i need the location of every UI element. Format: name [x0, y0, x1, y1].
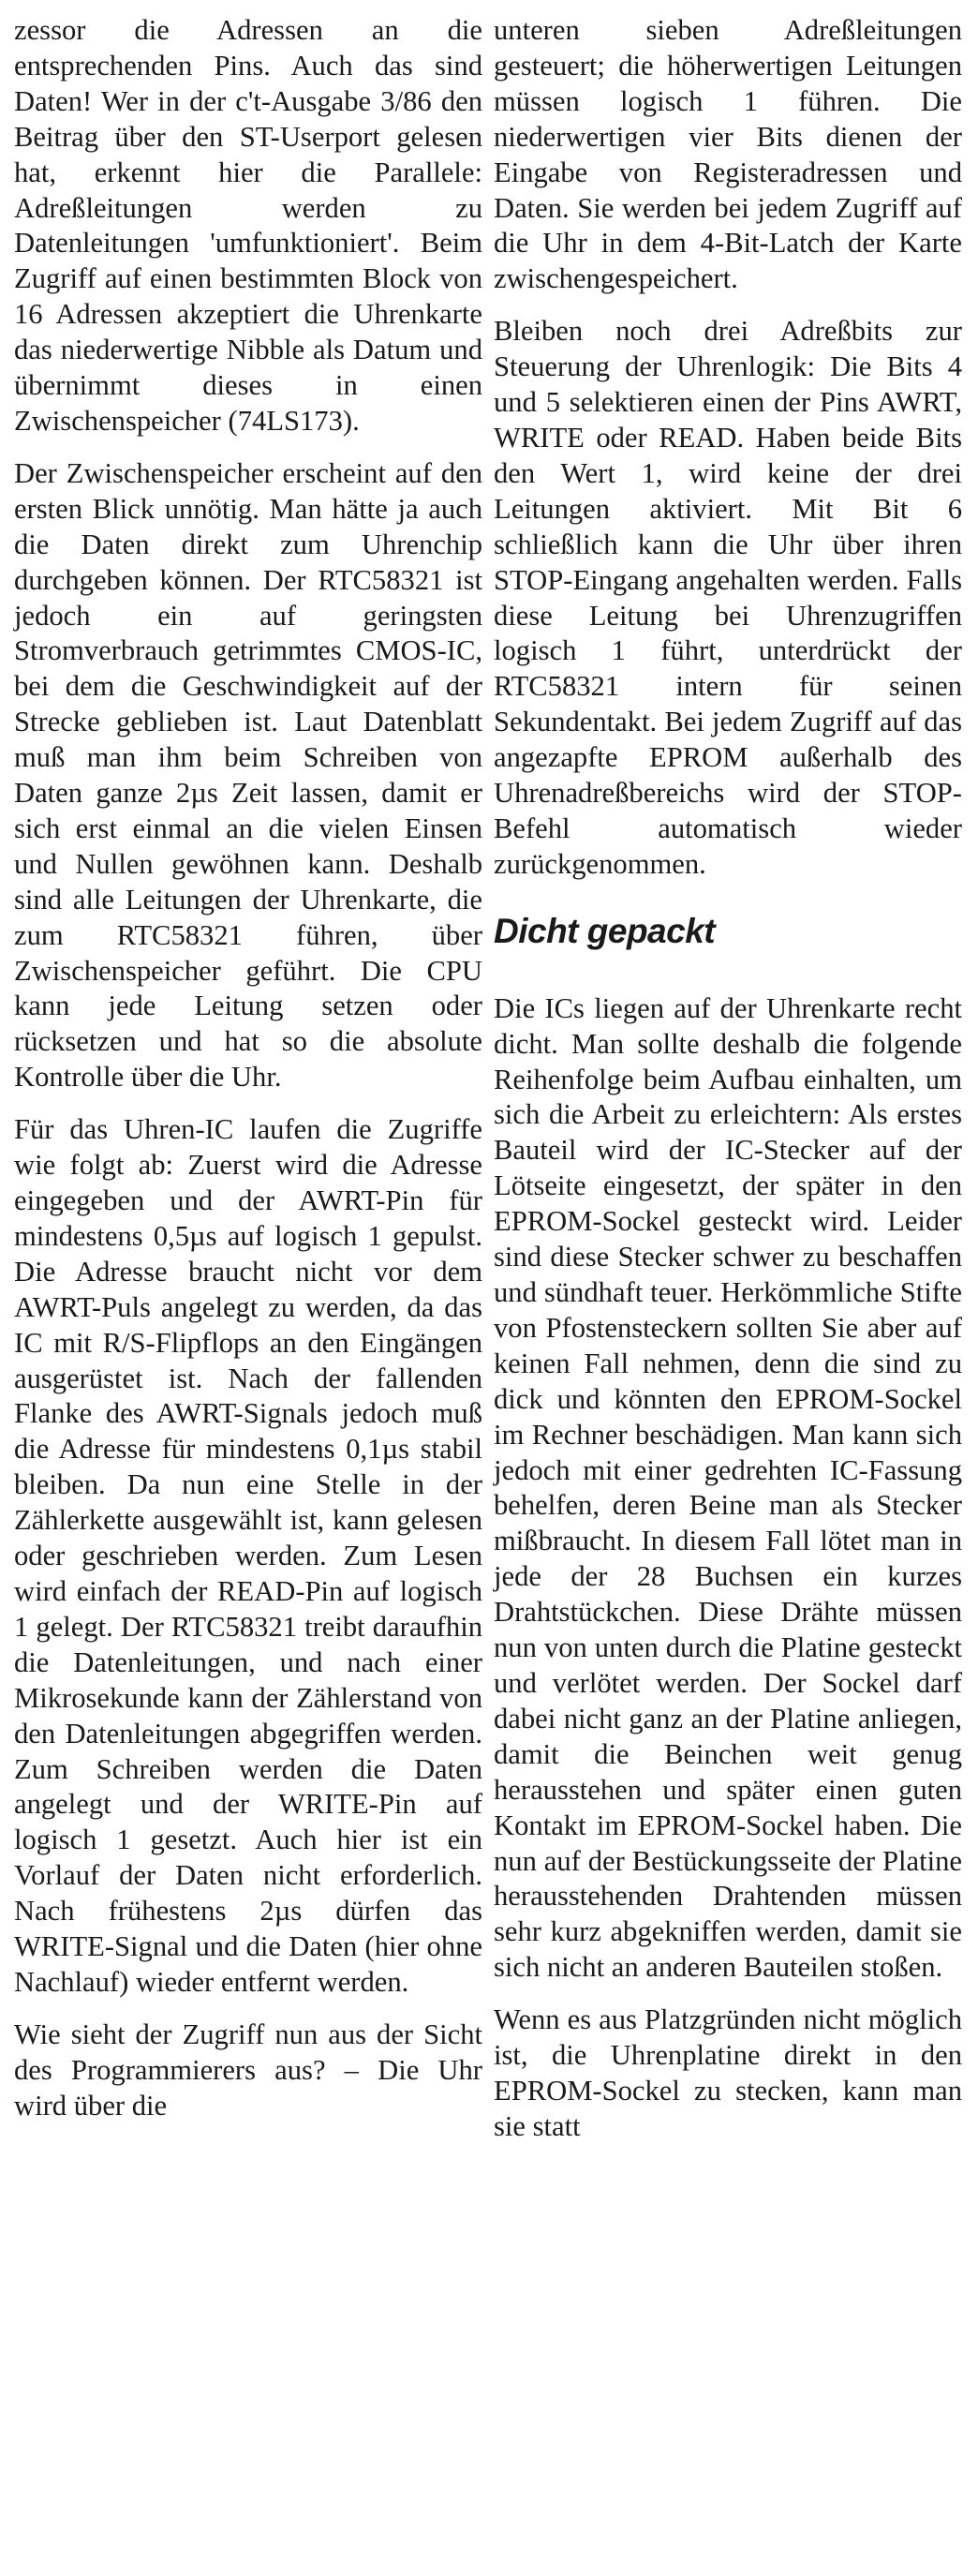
paragraph: Wenn es aus Platzgründen nicht möglich ist, die Uhrenplatine direkt in den EPROM-Sockel zu stecken, kann man sie statt — [494, 2003, 962, 2142]
paragraph: Bleiben noch drei Adreßbits zur Steuerung der Uhrenlogik: Die Bits 4 und 5 selektieren einen der Pins AWRT, WRITE oder READ. Haben beide Bits den Wert 1, wird keine der drei Leitungen aktiviert. Mit Bit 6 schließlich kann die Uhr über ihren STOP-Eingang angehalten werden. Falls diese Leitung bei Uhrenzugriffen logisch 1 führt, unterdrückt der RTC58321 intern für seinen Sekundentakt. Bei jedem Zugriff auf das angezapfte EPROM außerhalb des Uhrenadreßbereichs wird der STOP-Befehl automatisch wieder zurückgenommen. — [494, 315, 962, 880]
paragraph: Wie sieht der Zugriff nun aus der Sicht des Programmierers aus? – Die Uhr wird über die — [14, 2018, 482, 2122]
paragraph: Der Zwischenspeicher erscheint auf den ersten Blick unnötig. Man hätte ja auch die Daten direkt zum Uhrenchip durchgeben können. Der RTC58321 ist jedoch ein auf geringsten Stromverbrauch getrimmtes CMOS-IC, bei dem die Geschwindigkeit auf der Strecke geblieben ist. Laut Datenblatt muß man ihm beim Schreiben von Daten ganze 2µs Zeit lassen, damit er sich erst einmal an die vielen Einsen und Nullen gewöhnen kann. Deshalb sind alle Leitungen der Uhrenkarte, die zum RTC58321 führen, über Zwischenspeicher geführt. Die CPU kann jede Leitung setzen oder rücksetzen und hat so die absolute Kontrolle über die Uhr. — [14, 456, 482, 1094]
paragraph: Für das Uhren-IC laufen die Zugriffe wie folgt ab: Zuerst wird die Adresse eingegeben und der AWRT-Pin für mindestens 0,5µs auf logisch 1 gepulst. Die Adresse braucht nicht vor dem AWRT-Puls angelegt zu werden, da das IC mit R/S-Flipflops an den Eingängen ausgerüstet ist. Nach der fallenden Flanke des AWRT-Signals jedoch muß die Adresse für mindestens 0,1µs stabil bleiben. Da nun eine Stelle in der Zählerkette ausgewählt ist, kann gelesen oder geschrieben werden. Zum Lesen wird einfach der READ-Pin auf logisch 1 gelegt. Der RTC58321 treibt daraufhin die Datenleitungen, und nach einer Mikrosekunde kann der Zählerstand von den Datenleitungen abgegriffen werden. Zum Schreiben werden die Daten angelegt und der WRITE-Pin auf logisch 1 gesetzt. Auch hier ist ein Vorlauf der Daten nicht erforderlich. Nach frühestens 2µs dürfen das WRITE-Signal und die Daten (hier ohne Nachlauf) wieder entfernt werden. — [14, 1113, 482, 1998]
section-heading: Dicht gepackt — [494, 911, 716, 950]
paragraph: zessor die Adressen an die entsprechenden Pins. Auch das sind Daten! Wer in der c't-Ausgabe 3/86 den Beitrag über den ST-Userport gelesen hat, erkennt hier die Parallele: Adreßleitungen werden zu Datenleitungen 'umfunktioniert'. Beim Zugriff auf einen bestimmten Block von 16 Adressen akzeptiert die Uhrenkarte das niederwertige Nibble als Datum und übernimmt dieses in einen Zwischenspeicher (74LS173). — [14, 14, 482, 437]
right-column — [494, 13, 962, 2145]
left-column — [14, 13, 482, 2124]
paragraph: Die ICs liegen auf der Uhrenkarte recht dicht. Man sollte deshalb die folgende Reihenfolge beim Aufbau einhalten, um sich die Arbeit zu erleichtern: Als erstes Bauteil wird der IC-Stecker auf der Lötseite eingesetzt, der später in den EPROM-Sockel gesteckt wird. Leider sind diese Stecker schwer zu beschaffen und sündhaft teuer. Herkömmliche Stifte von Pfostensteckern sollten Sie aber auf keinen Fall nehmen, denn die sind zu dick und könnten den EPROM-Sockel im Rechner beschädigen. Man kann sich jedoch mit einer gedrehten IC-Fassung behelfen, deren Beine man als Stecker mißbraucht. In diesem Fall lötet man in jede der 28 Buchsen ein kurzes Drahtstückchen. Diese Drähte müssen nun von unten durch die Platine gesteckt und verlötet werden. Der Sockel darf dabei nicht ganz an der Platine anliegen, damit die Beinchen weit genug herausstehen und später einen guten Kontakt im EPROM-Sockel haben. Die nun auf der Bestückungsseite der Platine herausstehenden Drahtenden müssen sehr kurz abgekniffen werden, damit sie sich nicht an anderen Bauteilen stoßen. — [494, 991, 962, 1984]
paragraph: unteren sieben Adreßleitungen gesteuert; die höherwertigen Leitungen müssen logisch 1 führen. Die niederwertigen vier Bits dienen der Eingabe von Registeradressen und Daten. Sie werden bei jedem Zugriff auf die Uhr in dem 4-Bit-Latch der Karte zwischengespeichert. — [494, 14, 962, 295]
